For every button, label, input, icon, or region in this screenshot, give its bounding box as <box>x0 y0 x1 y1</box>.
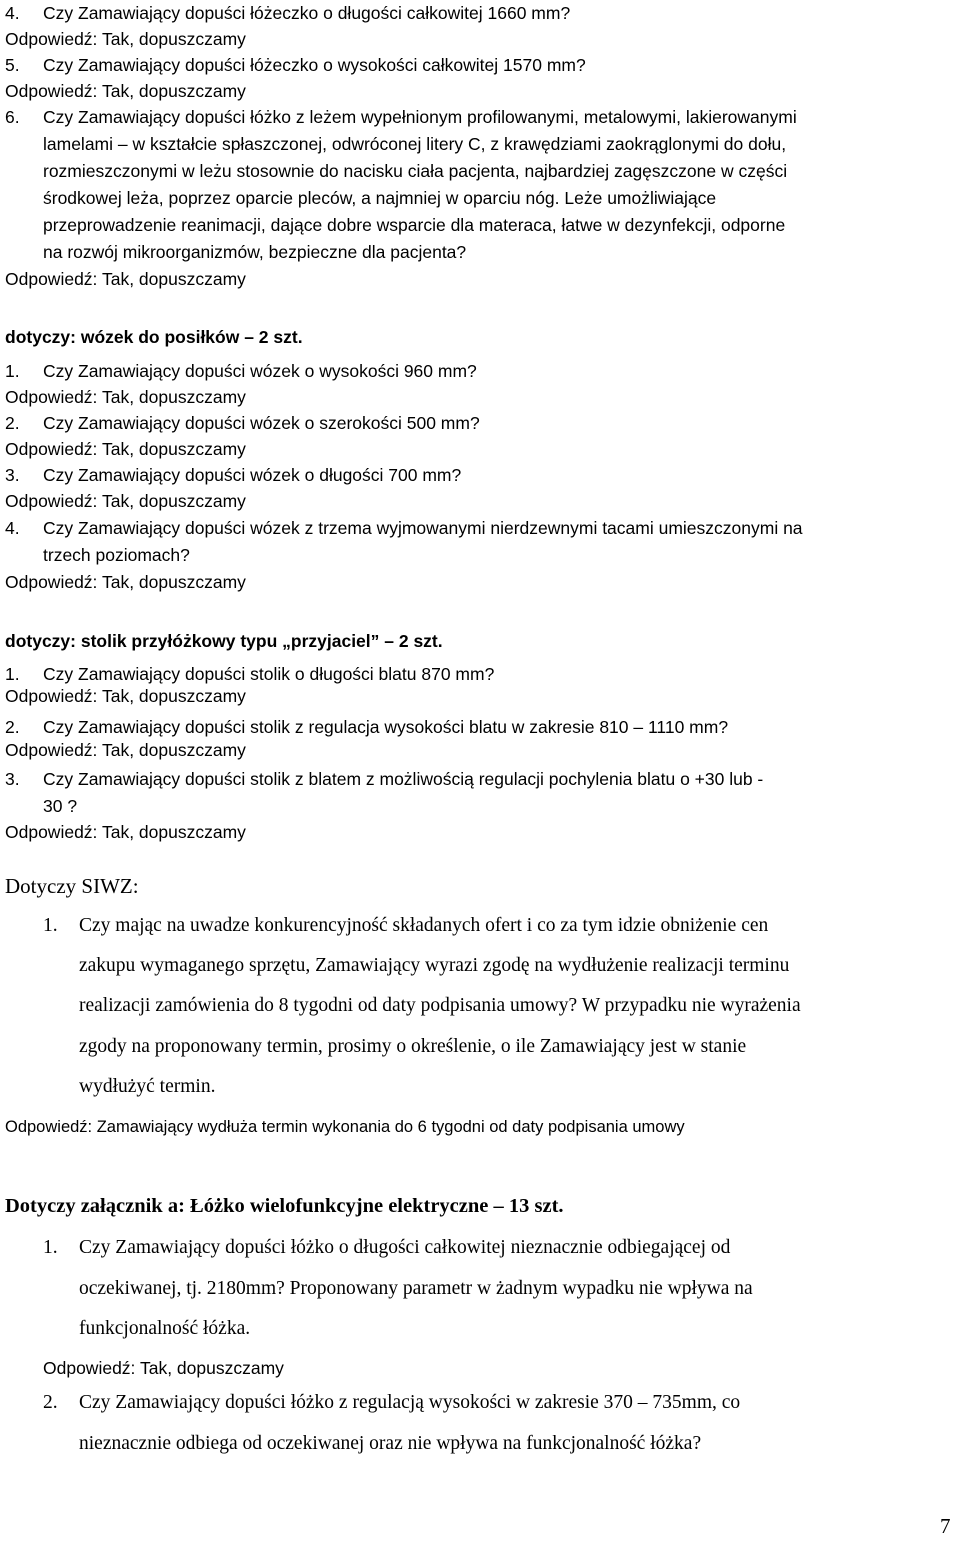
question-line: przeprowadzenie reanimacji, dające dobre wsparcie dla materaca, łatwe w dezynfekcji, odporne <box>43 215 786 235</box>
question-text: Czy Zamawiający dopuści stolik o długości blatu 870 mm? <box>43 664 495 684</box>
question-5 <box>5 52 927 79</box>
question-line: środkowej leża, poprzez oparcie pleców, a najmniej w oparciu nóg. Leże umożliwiające <box>43 188 717 208</box>
question-line: nieznacznie odbiega od oczekiwanej oraz nie wpływa na funkcjonalność łóżka? <box>79 1433 702 1454</box>
question-text: Czy Zamawiający dopuści wózek o wysokości 960 mm? <box>43 361 477 381</box>
question-line: lamelami – w kształcie spłaszczonej, odwróconej litery C, z krawędziami zaokrąglonymi do dołu, <box>43 134 787 154</box>
answer-text: Odpowiedź: Zamawiający wydłuża termin wykonania do 6 tygodni od daty podpisania umowy <box>5 1118 685 1136</box>
answer-text: Odpowiedź: Tak, dopuszczamy <box>5 822 246 842</box>
question-number: 4. <box>5 3 20 23</box>
answer-text: Odpowiedź: Tak, dopuszczamy <box>5 81 246 101</box>
page-number: 7 <box>940 1514 951 1538</box>
answer-text: Odpowiedź: Tak, dopuszczamy <box>43 1358 284 1378</box>
question-line: Czy Zamawiający dopuści wózek z trzema wyjmowanymi nierdzewnymi tacami umieszczonymi na <box>43 518 803 538</box>
question-number: 1. <box>5 664 20 684</box>
section-heading: dotyczy: wózek do posiłków – 2 szt. <box>5 327 303 347</box>
question-line: na rozwój mikroorganizmów, bezpieczne dla pacjenta? <box>43 242 467 262</box>
question-line: oczekiwanej, tj. 2180mm? Proponowany parametr w żadnym wypadku nie wpływa na <box>79 1278 753 1299</box>
question-line: Czy Zamawiający dopuści łóżko z regulacją wysokości w zakresie 370 – 735mm, co <box>79 1392 741 1413</box>
question-number: 3. <box>5 465 20 485</box>
question-line: zgody na proponowany termin, prosimy o określenie, o ile Zamawiający jest w stanie <box>79 1036 747 1057</box>
answer-text: Odpowiedź: Tak, dopuszczamy <box>5 439 246 459</box>
question-text: Czy Zamawiający dopuści łóżeczko o długości całkowitej 1660 mm? <box>43 3 571 23</box>
question-number: 1. <box>43 915 58 936</box>
section-heading: dotyczy: stolik przyłóżkowy typu „przyjaciel” – 2 szt. <box>5 631 443 651</box>
question-number: 1. <box>5 361 20 381</box>
question-text: Czy Zamawiający dopuści łóżeczko o wysokości całkowitej 1570 mm? <box>43 55 586 75</box>
section-heading: Dotyczy SIWZ: <box>5 874 139 898</box>
question-line: Czy mając na uwadze konkurencyjność składanych ofert i co za tym idzie obniżenie cen <box>79 915 769 936</box>
answer-text: Odpowiedź: Tak, dopuszczamy <box>5 740 246 760</box>
question-4 <box>5 0 927 27</box>
question-line: realizacji zamówienia do 8 tygodni od daty podpisania umowy? W przypadku nie wyrażenia <box>79 995 801 1016</box>
question-number: 3. <box>5 769 20 789</box>
answer-text: Odpowiedź: Tak, dopuszczamy <box>5 491 246 511</box>
answer-text: Odpowiedź: Tak, dopuszczamy <box>5 572 246 592</box>
question-number: 6. <box>5 107 20 127</box>
section-heading: Dotyczy załącznik a: Łóżko wielofunkcyjne elektryczne – 13 szt. <box>5 1195 564 1217</box>
question-line: Czy Zamawiający dopuści łóżko o długości całkowitej nieznacznie odbiegającej od <box>79 1237 731 1258</box>
answer-text: Odpowiedź: Tak, dopuszczamy <box>5 269 246 289</box>
question-number: 5. <box>5 55 20 75</box>
question-text: Czy Zamawiający dopuści wózek o długości 700 mm? <box>43 465 462 485</box>
question-line: Czy Zamawiający dopuści łóżko z leżem wypełnionym profilowanymi, metalowymi, lakierowanymi <box>43 107 797 127</box>
question-text: Czy Zamawiający dopuści stolik z regulacja wysokości blatu w zakresie 810 – 1110 mm? <box>43 717 729 737</box>
question-number: 4. <box>5 518 20 538</box>
question-number: 2. <box>5 717 20 737</box>
question-line: 30 ? <box>43 796 78 816</box>
question-line: trzech poziomach? <box>43 545 190 565</box>
question-number: 2. <box>5 413 20 433</box>
answer-text: Odpowiedź: Tak, dopuszczamy <box>5 29 246 49</box>
question-line: zakupu wymaganego sprzętu, Zamawiający wyrazi zgodę na wydłużenie realizacji terminu <box>79 955 790 976</box>
answer-text: Odpowiedź: Tak, dopuszczamy <box>5 387 246 407</box>
answer-text: Odpowiedź: Tak, dopuszczamy <box>5 686 246 706</box>
question-line: Czy Zamawiający dopuści stolik z blatem z możliwością regulacji pochylenia blatu o +30 lub - <box>43 769 764 789</box>
question-number: 1. <box>43 1237 58 1258</box>
question-line: funkcjonalność łóżka. <box>79 1318 251 1339</box>
question-number: 2. <box>43 1392 58 1413</box>
question-line: rozmieszczonymi w leżu stosownie do nacisku ciała pacjenta, najbardziej zagęszczone w części <box>43 161 788 181</box>
question-line: wydłużyć termin. <box>79 1076 216 1097</box>
question-text: Czy Zamawiający dopuści wózek o szerokości 500 mm? <box>43 413 480 433</box>
